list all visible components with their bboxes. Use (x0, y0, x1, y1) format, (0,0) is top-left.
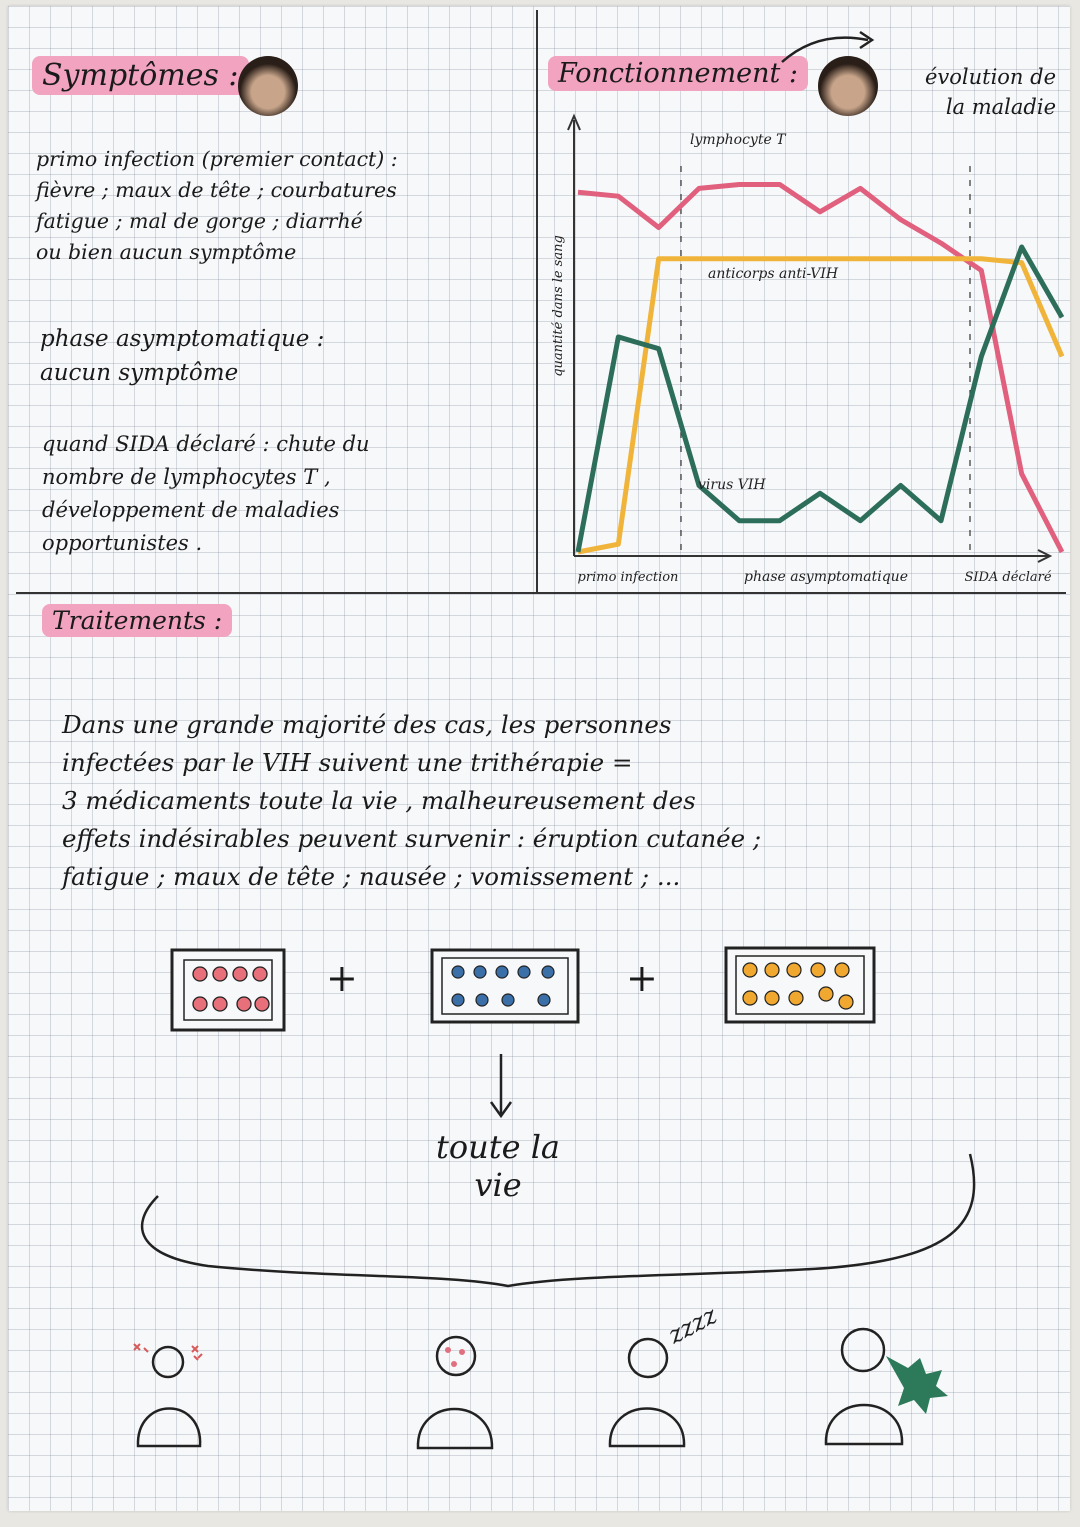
text-line: évolution de (924, 65, 1056, 89)
text-line: ou bien aucun symptôme (36, 240, 297, 264)
series-line-0 (578, 184, 1062, 552)
symptomes-primo-block (36, 144, 398, 268)
symptomes-asympto-block (40, 322, 324, 390)
text-line: infectées par le VIH suivent une trithérapie = (62, 748, 633, 777)
text-line: fatigue ; maux de tête ; nausée ; vomissement ; ... (62, 862, 681, 891)
horizontal-divider (16, 592, 1066, 594)
brace-icon (128, 1146, 988, 1296)
text-line: la maladie (945, 95, 1056, 119)
disease-evolution-chart (538, 106, 1068, 592)
text-line: phase asymptomatique : (40, 326, 325, 352)
series-line-2 (578, 247, 1062, 552)
text-line: nombre de lymphocytes T , (42, 465, 331, 489)
traitements-title: Traitements : (42, 606, 232, 635)
pill-box-red (172, 950, 284, 1030)
person-rash-icon (134, 1344, 202, 1446)
phase-label-primo: primo infection (577, 570, 679, 585)
text-line: primo infection (premier contact) : (36, 147, 398, 171)
series-label-1: anticorps anti-VIH (708, 266, 839, 282)
side-effects-figures (108, 1286, 968, 1486)
text-line: vie (474, 1166, 522, 1204)
person-fatigue-icon (610, 1301, 722, 1446)
symptomes-title: Symptômes : (32, 58, 249, 93)
series-label-2: virus VIH (698, 477, 766, 493)
text-line: aucun symptôme (40, 360, 239, 386)
traitements-paragraph (62, 706, 761, 896)
zzz-label: zzzz (663, 1300, 722, 1350)
series-label-0: lymphocyte T (690, 132, 786, 148)
person-nausea-icon (418, 1337, 492, 1448)
down-arrow-icon (486, 1052, 516, 1122)
symptomes-sida-block (42, 428, 370, 560)
notebook-page (8, 6, 1070, 1511)
pill-boxes (166, 944, 886, 1044)
y-axis-label: quantité dans le sang (551, 235, 566, 377)
plus-sign: + (326, 956, 358, 1000)
text-line: opportunistes . (42, 531, 203, 555)
text-line: 3 médicaments toute la vie , malheureusement des (62, 786, 696, 815)
person-vomiting-icon (826, 1329, 948, 1444)
pill-box-orange (726, 948, 874, 1022)
phase-label-asymptomatique: phase asymptomatique (744, 569, 908, 585)
text-line: développement de maladies (42, 498, 340, 522)
text-line: fatigue ; mal de gorge ; diarrhé (36, 209, 363, 233)
text-line: quand SIDA déclaré : chute du (42, 432, 370, 456)
pill-box-blue (432, 950, 578, 1022)
phase-label-sida: SIDA déclaré (964, 570, 1052, 585)
punch-hole-left (238, 56, 298, 116)
text-line: toute la (435, 1128, 560, 1166)
text-line: effets indésirables peuvent survenir : éruption cutanée ; (62, 824, 762, 853)
fonctionnement-title: Fonctionnement : (548, 58, 808, 89)
text-line: Dans une grande majorité des cas, les personnes (62, 710, 672, 739)
plus-sign: + (626, 956, 658, 1000)
text-line: fièvre ; maux de tête ; courbatures (36, 178, 397, 202)
